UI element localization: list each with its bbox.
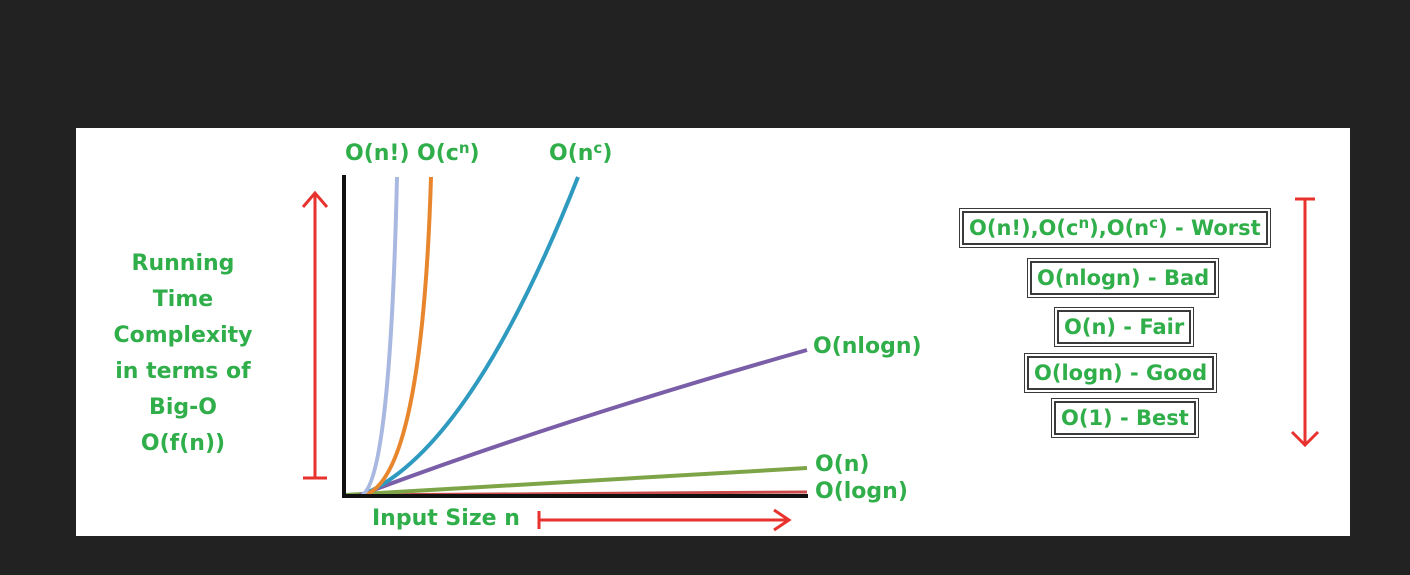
legend-fair: O(n) - Fair <box>1057 310 1191 344</box>
y-axis-label <box>98 246 268 462</box>
y-axis-label-line-4: Big-O <box>149 395 217 420</box>
label-polynomial-base: O(n <box>549 141 594 166</box>
label-logn: O(logn) <box>815 479 908 504</box>
legend-worst-part-1: O(n!),O(c <box>969 216 1079 240</box>
label-nlogn: O(nlogn) <box>813 334 922 359</box>
legend-worst-sup-1: n <box>1078 214 1090 232</box>
x-axis-label: Input Size n <box>372 506 520 531</box>
curve-factorial <box>362 177 397 495</box>
label-exponential-sup: n <box>458 139 470 157</box>
legend-worst-part-3: ) - Worst <box>1158 216 1261 240</box>
legend-worst-sup-2: c <box>1149 214 1159 232</box>
curve-exponential <box>365 177 431 495</box>
label-linear: O(n) <box>815 452 870 477</box>
label-polynomial-sup: c <box>593 139 603 157</box>
label-factorial: O(n!) <box>345 141 410 166</box>
legend-bad: O(nlogn) - Bad <box>1030 261 1216 295</box>
legend-worst <box>962 211 1268 245</box>
label-exponential <box>417 141 480 166</box>
label-exponential-base: O(c <box>417 141 459 166</box>
label-exponential-close: ) <box>469 141 480 166</box>
legend-good: O(logn) - Good <box>1027 356 1214 390</box>
y-axis-label-line-1: Running Time <box>131 251 235 312</box>
label-polynomial-close: ) <box>602 141 613 166</box>
y-axis-label-line-5: O(f(n)) <box>140 431 226 456</box>
legend-best: O(1) - Best <box>1054 401 1196 435</box>
y-axis-label-line-3: in terms of <box>115 359 251 384</box>
label-polynomial <box>549 141 612 166</box>
y-axis-label-line-2: Complexity <box>113 323 253 348</box>
legend-worst-part-2: ),O(n <box>1089 216 1150 240</box>
